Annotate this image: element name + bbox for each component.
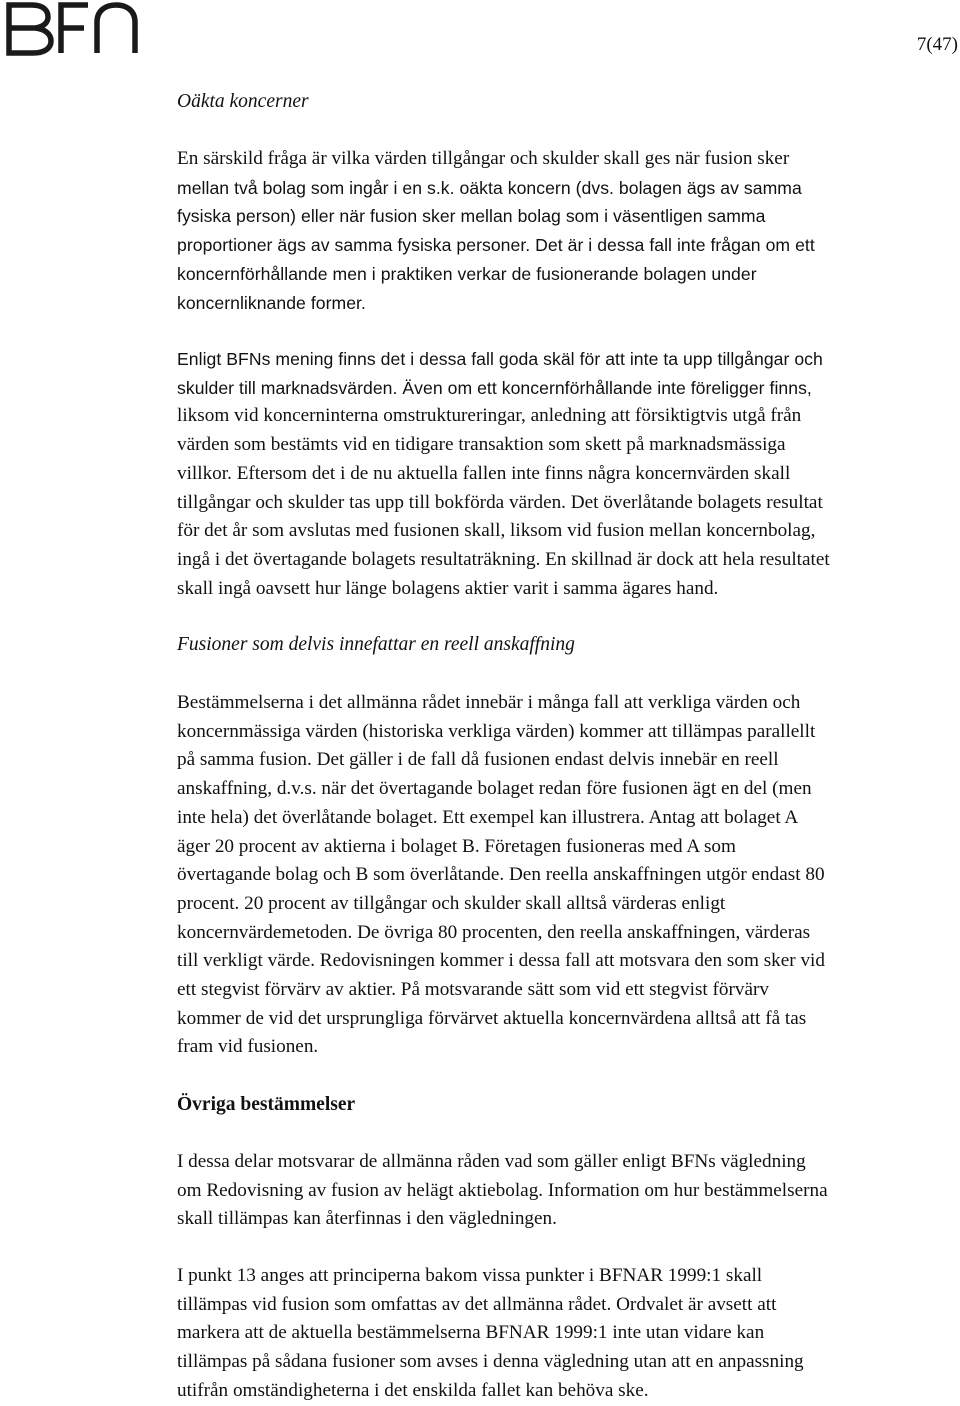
text-line: ett stegvist förvärv av aktier. På motsvarande sätt som vid ett stegvist förvärv	[177, 979, 770, 1001]
text-line: tillämpas vid fusion som omfattas av det allmänna rådet. Ordvalet är avsett att	[177, 1293, 777, 1315]
text-line: koncernliknande former.	[177, 292, 366, 313]
text-line: kommer de vid det ursprungliga förvärvet aktuella koncernvärdena alltså att få tas	[177, 1007, 807, 1029]
text-line: mellan två bolag som ingår i en s.k. oäkta koncern (dvs. bolagen ägs av samma	[177, 177, 802, 198]
text-line: koncernmässiga värden (historiska verkliga värden) kommer att tillämpas parallellt	[177, 720, 816, 742]
text-line: om Redovisning av fusion av helägt aktiebolag. Information om hur bestämmelserna	[177, 1179, 828, 1201]
text-line: koncernvärdemetoden. De övriga 80 procenten, den reella anskaffningen, värderas	[177, 921, 811, 943]
text-line: fram vid fusionen.	[177, 1036, 319, 1058]
text-line: fysiska person) eller när fusion sker mellan bolag som i väsentligen samma	[177, 206, 766, 227]
text-line: inte hela) det överlåtande bolaget. Ett exempel kan illustrera. Antag att bolaget A	[177, 806, 799, 828]
text-line: på samma fusion. Det gäller i de fall då fusionen endast delvis innebär en reell	[177, 749, 779, 771]
paragraph-oakta-koncerner	[177, 145, 815, 317]
text-line: skall ingå oavsett hur länge bolagens aktier varit i samma ägares hand.	[177, 577, 719, 599]
section-heading-oakta-koncerner: Oäkta koncerner	[177, 91, 309, 112]
text-line: I dessa delar motsvarar de allmänna råden vad som gäller enligt BFNs vägledning	[177, 1151, 806, 1172]
text-line: skall tillämpas kan återfinnas i den vägledningen.	[177, 1208, 557, 1230]
text-line: Enligt BFNs mening finns det i dessa fall goda skäl för att inte ta upp tillgångar och	[177, 349, 823, 369]
paragraph-bfn-mening	[177, 345, 830, 603]
page-number: 7(47)	[916, 34, 958, 55]
text-line: för det år som avslutas med fusionen skall, liksom vid fusion mellan koncernbolag,	[177, 520, 816, 542]
bfn-logo	[4, 2, 138, 56]
paragraph-punkt-13	[177, 1262, 804, 1406]
text-line: anskaffning, d.v.s. när det övertagande bolaget redan före fusionen ägt en del (men	[177, 778, 812, 800]
text-line: En särskild fråga är vilka värden tillgångar och skulder skall ges när fusion sker	[177, 148, 790, 169]
text-line: markera att de aktuella bestämmelserna BFNAR 1999:1 inte utan vidare kan	[177, 1322, 765, 1344]
text-line: tillgångar och skulder tas upp till bokförda värden. Det överlåtande bolagets resultat	[177, 491, 823, 513]
paragraph-bestammelserna	[177, 689, 825, 1062]
text-line: till verkligt värde. Redovisningen kommer i dessa fall att motsvara den som sker vid	[177, 950, 825, 972]
text-line: tillämpas på sådana fusioner som avses i denna vägledning utan att en anpassning	[177, 1351, 804, 1373]
text-line: skulder till marknadsvärden. Även om ett koncernförhållande inte föreligger finns,	[177, 377, 812, 398]
text-line: proportioner ägs av samma fysiska personer. Det är i dessa fall inte frågan om ett	[177, 235, 815, 256]
text-line: liksom vid koncerninterna omstruktureringar, anledning att försiktigtvis utgå från	[177, 405, 802, 427]
text-line: ingå i det övertagande bolagets resultaträkning. En skillnad är dock att hela resultatet	[177, 548, 830, 570]
section-heading-fusioner-delvis: Fusioner som delvis innefattar en reell anskaffning	[177, 634, 575, 655]
section-heading-ovriga-bestammelser: Övriga bestämmelser	[177, 1094, 356, 1115]
text-line: värden som bestämts vid en tidigare transaktion som skett på marknadsmässiga	[177, 434, 786, 456]
text-line: äger 20 procent av aktierna i bolaget B. Företagen fusioneras med A som	[177, 835, 736, 857]
text-line: övertagande bolag och B som överlåtande. Den reella anskaffningen utgör endast 80	[177, 864, 825, 886]
paragraph-ovriga	[177, 1148, 828, 1234]
text-line: villkor. Eftersom det i de nu aktuella fallen inte finns några koncernvärden skall	[177, 462, 791, 484]
bfn-logo-mark	[4, 2, 138, 56]
text-line: procent. 20 procent av tillgångar och skulder skall alltså värderas enligt	[177, 892, 726, 914]
text-line: I punkt 13 anges att principerna bakom vissa punkter i BFNAR 1999:1 skall	[177, 1265, 763, 1286]
text-line: utifrån omständigheterna i det enskilda fallet kan behöva ske.	[177, 1379, 649, 1401]
text-line: koncernförhållande men i praktiken verkar de fusionerande bolagen under	[177, 263, 757, 284]
text-line: Bestämmelserna i det allmänna rådet innebär i många fall att verkliga värden och	[177, 692, 801, 713]
